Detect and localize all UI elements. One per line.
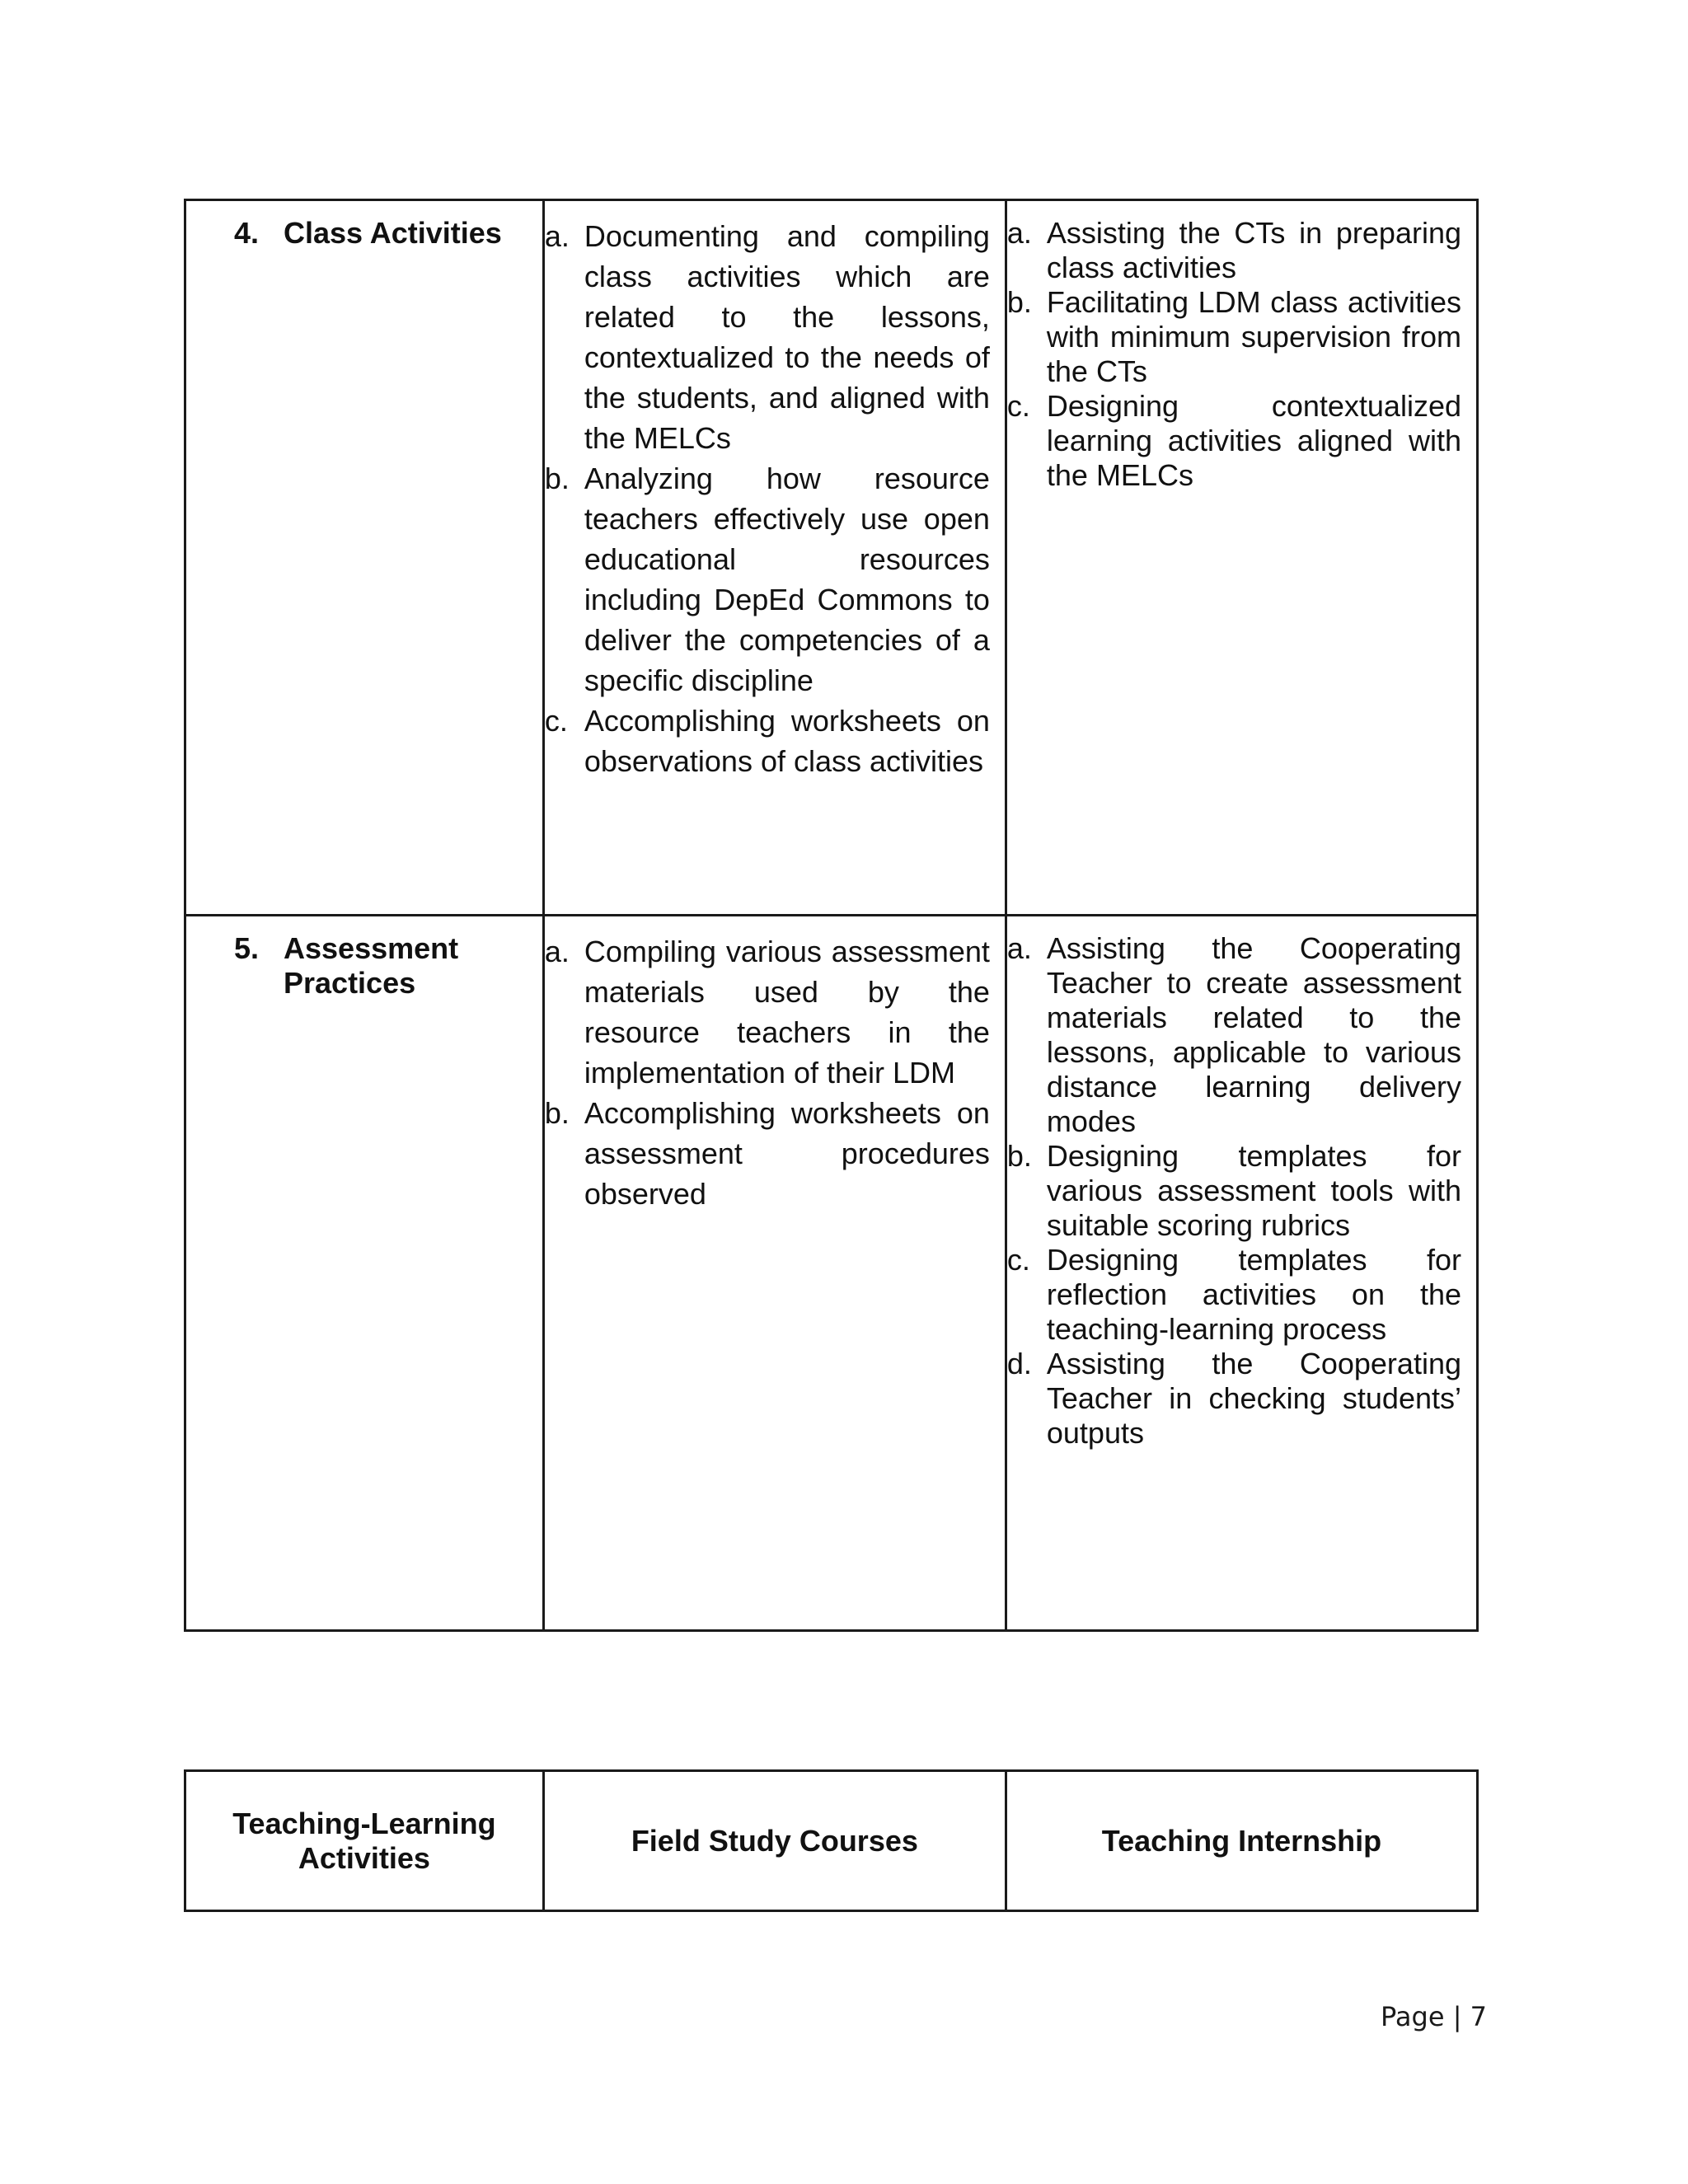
item-text: Accomplishing worksheets on assessment procedures observed xyxy=(584,1096,990,1211)
column-header-table xyxy=(184,1769,1479,1912)
item-text: Assisting the Cooperating Teacher in checking students’ outputs xyxy=(1046,1347,1461,1450)
header-cell-internship: Teaching Internship xyxy=(1006,1771,1477,1911)
activity-cell xyxy=(185,916,544,1631)
item-marker: a. xyxy=(1006,931,1032,965)
list-item xyxy=(1007,285,1461,389)
table-row xyxy=(185,200,1478,916)
item-marker: c. xyxy=(1006,389,1030,423)
activity-name: Assessment Practices xyxy=(284,931,459,1000)
list-item xyxy=(1007,1347,1461,1451)
item-marker: a. xyxy=(544,935,570,968)
header-cell-activities: Teaching-Learning Activities xyxy=(185,1771,544,1911)
list-item xyxy=(1007,931,1461,1139)
item-marker: c. xyxy=(1006,1243,1030,1277)
list-item xyxy=(545,458,990,701)
header-row xyxy=(185,1771,1478,1911)
list-item xyxy=(545,701,990,781)
list-item xyxy=(545,931,990,1093)
item-marker: b. xyxy=(1006,1139,1032,1173)
activity-number: 4. xyxy=(234,216,260,250)
list-item xyxy=(1007,389,1461,493)
item-text: Assisting the Cooperating Teacher to create assessment materials related to the lessons, applicable to various distance learning delivery modes xyxy=(1046,931,1461,1138)
field-study-cell xyxy=(543,200,1006,916)
list-item xyxy=(545,1093,990,1214)
table-row xyxy=(185,916,1478,1631)
item-text: Facilitating LDM class activities with minimum supervision from the CTs xyxy=(1046,285,1461,388)
item-marker: c. xyxy=(544,704,568,738)
list-item xyxy=(545,216,990,458)
item-marker: b. xyxy=(544,462,570,495)
item-marker: a. xyxy=(1006,216,1032,250)
list-item xyxy=(1007,1139,1461,1243)
item-text: Assisting the CTs in preparing class activities xyxy=(1046,216,1461,284)
page-number: Page | 7 xyxy=(1381,2001,1487,2032)
internship-cell xyxy=(1006,916,1477,1631)
activity-name: Class Activities xyxy=(284,216,502,250)
activity-cell xyxy=(185,200,544,916)
list-item xyxy=(1007,216,1461,285)
internship-cell xyxy=(1006,200,1477,916)
item-text: Accomplishing worksheets on observations of class activities xyxy=(584,704,990,778)
field-study-cell xyxy=(543,916,1006,1631)
field-study-list xyxy=(545,916,1005,1214)
header-cell-field-study: Field Study Courses xyxy=(543,1771,1006,1911)
activities-table xyxy=(184,199,1479,1632)
item-text: Designing contextualized learning activities aligned with the MELCs xyxy=(1046,389,1461,492)
item-text: Designing templates for various assessment tools with suitable scoring rubrics xyxy=(1046,1139,1461,1242)
item-text: Designing templates for reflection activities on the teaching-learning process xyxy=(1046,1243,1461,1346)
item-marker: d. xyxy=(1006,1347,1032,1380)
internship-list xyxy=(1007,916,1476,1451)
activity-number: 5. xyxy=(234,931,260,965)
item-marker: a. xyxy=(544,219,570,253)
item-text: Analyzing how resource teachers effectively use open educational resources including DepEd Commons to deliver the competencies of a specific discipline xyxy=(584,462,990,697)
field-study-list xyxy=(545,201,1005,781)
item-text: Compiling various assessment materials used by the resource teachers in the implementation of their LDM xyxy=(584,935,990,1090)
list-item xyxy=(1007,1243,1461,1347)
item-marker: b. xyxy=(544,1096,570,1130)
item-text: Documenting and compiling class activities which are related to the lessons, contextualized to the needs of the students, and aligned with the MELCs xyxy=(584,219,990,455)
item-marker: b. xyxy=(1006,285,1032,319)
internship-list xyxy=(1007,201,1476,493)
